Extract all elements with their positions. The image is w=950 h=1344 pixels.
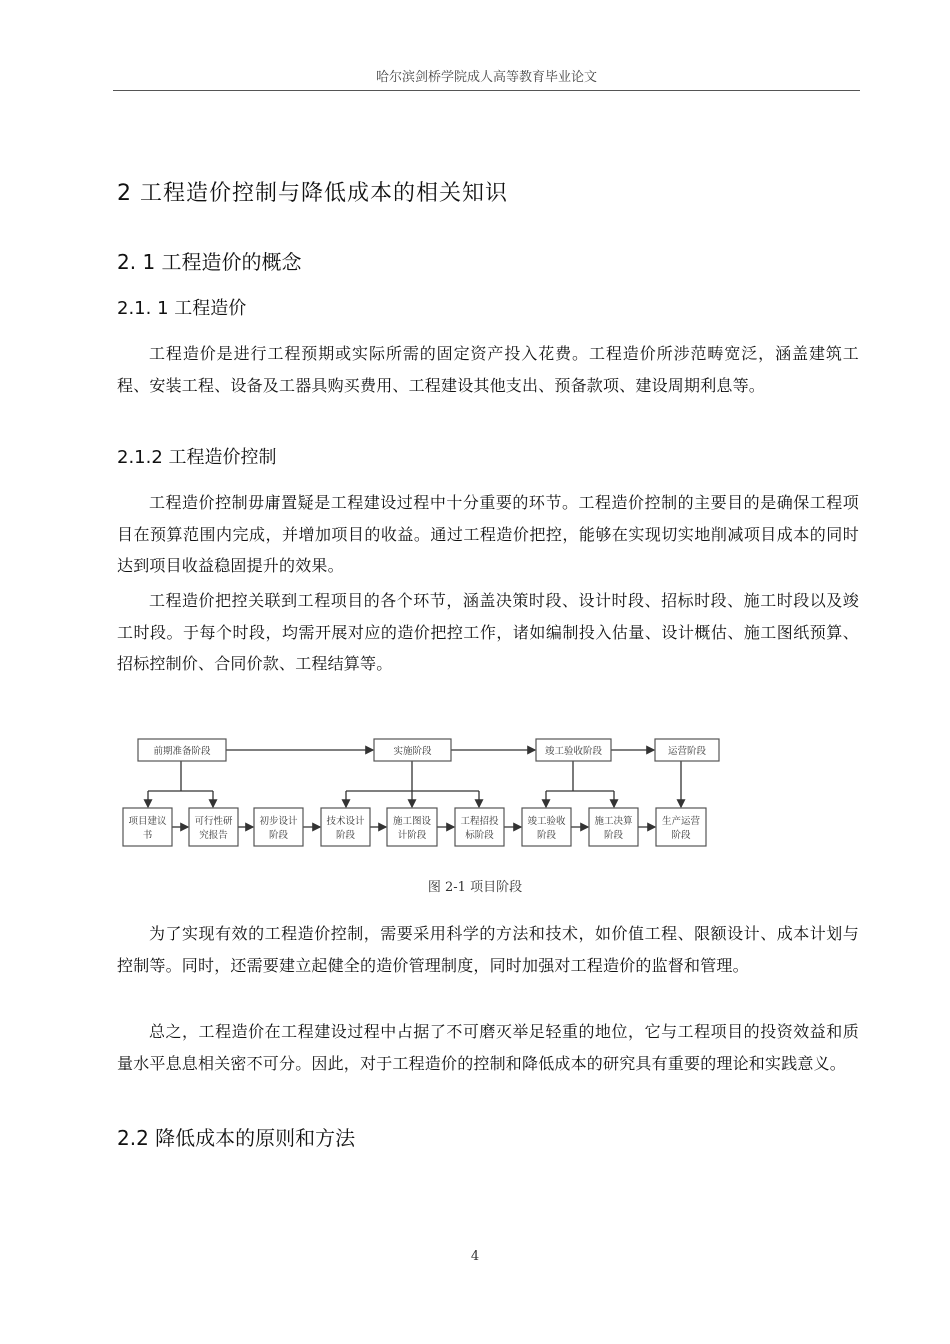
step-label-8b: 阶段 [603,830,624,841]
paragraph-2-1-2-b: 工程造价把控关联到工程项目的各个环节，涵盖决策时段、设计时段、招标时段、施工时段以及竣工时段。于每个时段，均需开展对应的造价把控工作，诸如编制投入估量、设计概估、施工图纸预算、招标控制价、合同价款、工程结算等。 [117,591,859,673]
step-label-9a: 生产运营 [661,816,701,827]
step-label-3b: 阶段 [268,830,289,841]
step-label-6b: 标阶段 [465,830,494,841]
stage-label-4: 运营阶段 [667,746,707,757]
stage-label-2: 实施阶段 [393,746,432,757]
stage-label-1: 前期准备阶段 [153,746,211,757]
stage-label-3: 竣工验收阶段 [544,746,603,757]
paragraph-after-figure-a: 为了实现有效的工程造价控制，需要采用科学的方法和技术，如价值工程、限额设计、成本计划与控制等。同时，还需要建立起健全的造价管理制度，同时加强对工程造价的监督和管理。 [117,924,859,975]
paragraph-2-1-2-a: 工程造价控制毋庸置疑是工程建设过程中十分重要的环节。工程造价控制的主要目的是确保工程项目在预算范围内完成，并增加项目的收益。通过工程造价把控，能够在实现切实地削减项目成本的同时达到项目收益稳固提升的效果。 [117,493,859,575]
step-label-7a: 竣工验收 [527,816,566,827]
step-label-1a: 项目建议 [128,816,167,827]
project-stages-diagram [118,731,728,853]
step-label-8a: 施工决算 [594,816,633,827]
step-label-3a: 初步设计 [259,816,298,827]
paragraph-2-1-1: 工程造价是进行工程预期或实际所需的固定资产投入花费。工程造价所涉范畴宽泛，涵盖建筑工程、安装工程、设备及工器具购买费用、工程建设其他支出、预备款项、建设周期利息等。 [117,344,859,395]
step-label-7b: 阶段 [536,830,557,841]
chapter-title: 2 工程造价控制与降低成本的相关知识 [117,181,508,206]
section-2-1-1-title: 2.1. 1 工程造价 [117,298,247,319]
step-label-6a: 工程招投 [460,816,499,827]
step-label-4b: 阶段 [335,830,356,841]
step-label-4a: 技术设计 [326,816,365,827]
section-2-1-2-title: 2.1.2 工程造价控制 [117,447,277,468]
running-header: 哈尔滨剑桥学院成人高等教育毕业论文 [375,70,597,85]
step-label-9b: 阶段 [671,830,691,841]
step-label-2a: 可行性研 [194,816,233,827]
section-2-2-title: 2.2 降低成本的原则和方法 [117,1126,356,1150]
step-label-5b: 计阶段 [397,830,427,841]
step-label-5a: 施工图设 [392,816,432,827]
figure-caption: 图 2-1 项目阶段 [427,880,523,895]
section-2-1-title: 2. 1 工程造价的概念 [117,250,302,274]
paragraph-after-figure-b: 总之，工程造价在工程建设过程中占据了不可磨灭举足轻重的地位，它与工程项目的投资效益和质量水平息息相关密不可分。因此，对于工程造价的控制和降低成本的研究具有重要的理论和实践意义。 [117,1022,859,1073]
step-label-2b: 究报告 [199,830,228,841]
header-rule [113,90,860,91]
step-label-1b: 书 [142,830,153,841]
page-number: 4 [470,1249,480,1264]
